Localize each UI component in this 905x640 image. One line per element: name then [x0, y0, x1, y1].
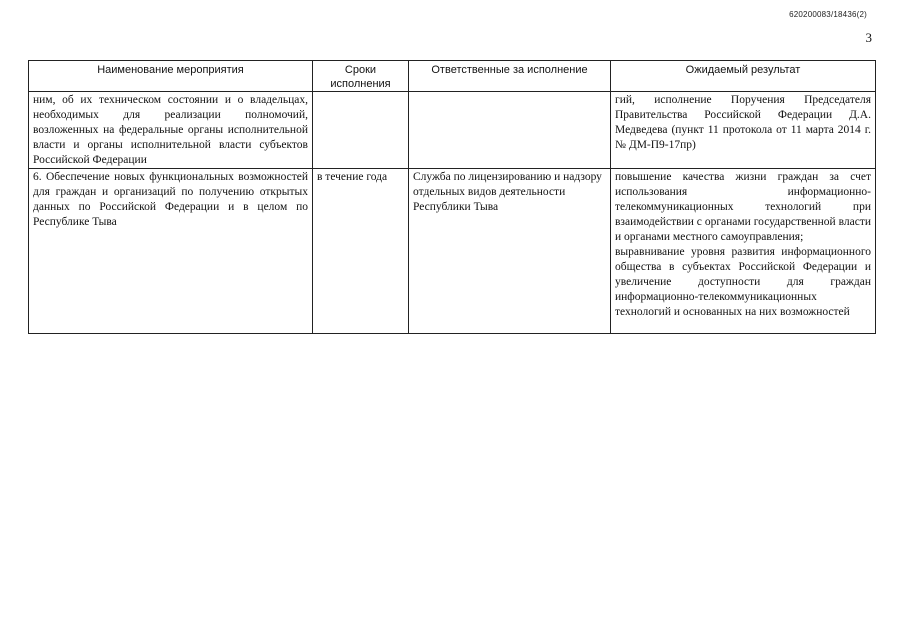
table-row: [29, 169, 876, 334]
column-header-name: Наименование мероприятия: [29, 61, 313, 92]
column-header-deadline: Сроки исполнения: [313, 61, 409, 92]
plan-table: [28, 60, 876, 334]
result-paragraph: выравнивание уровня развития информационного общества в субъектах Российской Федерации и увеличение доступности для граждан информационно-телекоммуникационных технологий и основанных на них возможностей: [615, 246, 871, 318]
column-header-result: Ожидаемый результат: [611, 61, 876, 92]
cell-responsible: [409, 92, 611, 169]
cell-responsible: Служба по лицензированию и надзору отдельных видов деятельности Республики Тыва: [409, 169, 611, 334]
cell-name: ним, об их техническом состоянии и о владельцах, необходимых для реализации полномочий, возложенных на федеральные органы исполнительной власти и органы исполнительной власти субъектов Российской Федерации: [29, 92, 313, 169]
cell-deadline: в течение года: [313, 169, 409, 334]
cell-name: 6. Обеспечение новых функциональных возможностей для граждан и организаций по получению открытых данных по Российской Федерации и в целом по Республике Тыва: [29, 169, 313, 334]
cell-result: [611, 169, 876, 334]
table-row: [29, 92, 876, 169]
page-number: 3: [865, 30, 872, 45]
cell-result: [611, 92, 876, 169]
result-paragraph: гий, исполнение Поручения Председателя Правительства Российской Федерации Д.А. Медведева (пункт 11 протокола от 11 марта 2014 г. № ДМ-П9-17пр): [615, 94, 871, 151]
table-header-row: [29, 61, 876, 92]
column-header-responsible: Ответственные за исполнение: [409, 61, 611, 92]
result-paragraph: повышение качества жизни граждан за счет использования информационно-телекоммуникационных технологий при взаимодействии с органами государственной власти и органами местного самоуправления;: [615, 171, 871, 243]
cell-deadline: [313, 92, 409, 169]
document-id: 620200083/18436(2): [789, 10, 867, 19]
